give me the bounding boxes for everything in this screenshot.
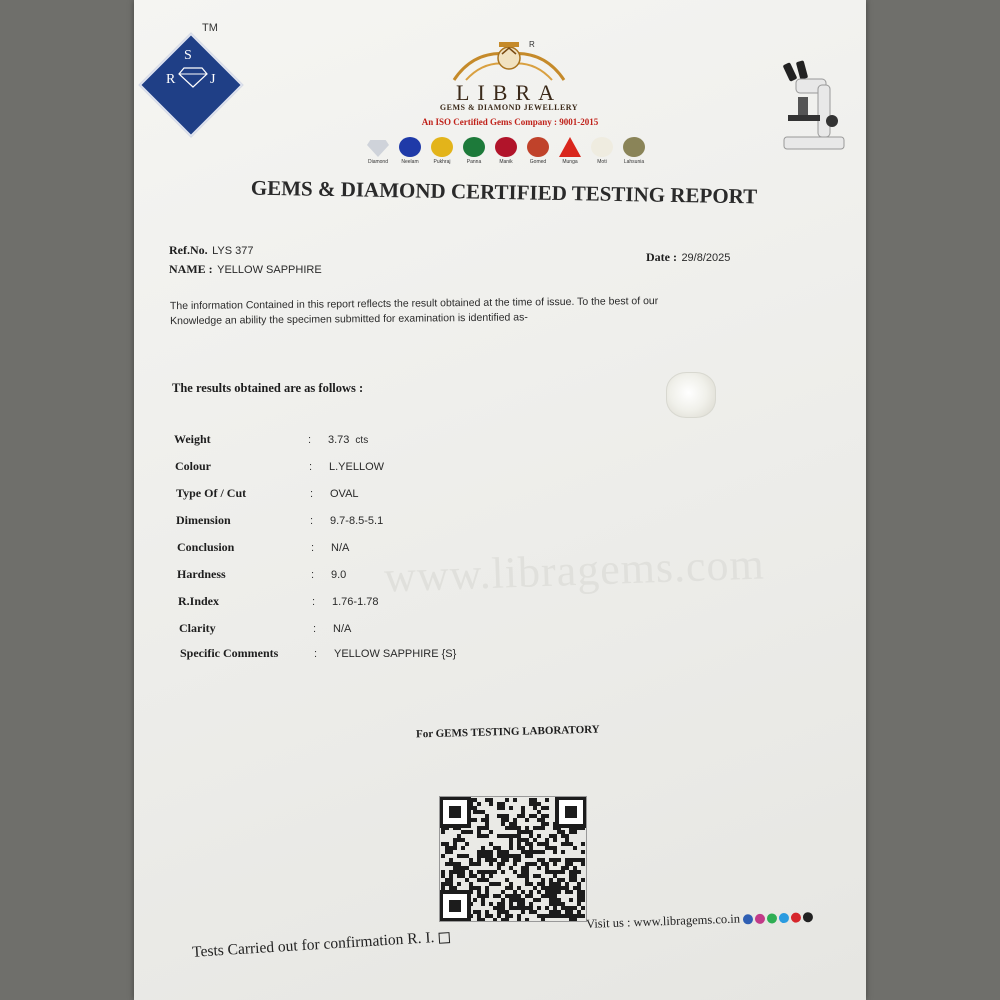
result-colon: : [310, 488, 314, 500]
ref-no-row [169, 241, 254, 259]
intro-line-2: Knowledge an ability the specimen submitted for examination is identified as- [170, 311, 528, 328]
gem-item [526, 137, 550, 165]
srj-letter-r: R [166, 72, 176, 87]
gem-label: Pukhraj [433, 159, 451, 165]
gem-label: Moti [597, 159, 607, 165]
gem-stone-icon [431, 137, 453, 157]
gem-stone-icon [399, 137, 421, 157]
result-row [178, 594, 378, 609]
gem-item [366, 137, 390, 165]
result-label: Specific Comments [180, 646, 279, 660]
result-colon: : [311, 542, 315, 554]
result-row [180, 646, 456, 661]
result-colon: : [310, 515, 314, 527]
gem-label: Neelam [401, 159, 419, 165]
date-row [646, 248, 730, 266]
intro-paragraph [170, 293, 770, 329]
registered-mark: R [529, 40, 535, 49]
libra-brand-name: LIBRA [456, 80, 562, 105]
result-colon: : [308, 434, 312, 446]
result-colon: : [312, 596, 316, 608]
result-unit: cts [355, 435, 369, 446]
result-value: 1.76-1.78 [332, 596, 379, 608]
result-value: YELLOW SAPPHIRE {S} [334, 648, 457, 660]
gem-item [590, 137, 614, 165]
gem-stone-icon [495, 137, 517, 157]
ref-no-value: LYS 377 [212, 245, 254, 257]
result-value: L.YELLOW [329, 461, 385, 473]
youtube-icon[interactable] [791, 912, 801, 922]
result-row [175, 459, 384, 474]
gem-label: Manik [499, 159, 513, 165]
watermark-text: www.libragems.com [383, 539, 766, 602]
result-value: 9.7-8.5-5.1 [330, 515, 384, 527]
name-value: YELLOW SAPPHIRE [217, 264, 322, 276]
gem-label: Diamond [367, 159, 388, 165]
result-label: Dimension [176, 513, 231, 527]
result-colon: : [309, 461, 313, 473]
result-colon: : [314, 648, 318, 660]
gem-label: Lahsunia [623, 159, 645, 165]
gem-stone-icon [527, 137, 549, 157]
result-value: N/A [333, 623, 352, 635]
diamond-icon [178, 66, 208, 88]
result-label: Type Of / Cut [176, 486, 247, 500]
result-row [179, 621, 351, 636]
for-lab-text: For GEMS TESTING LABORATORY [415, 723, 600, 741]
social-icons [743, 912, 813, 924]
gem-stone-icon [623, 137, 645, 157]
result-row [174, 432, 368, 447]
result-label: R.Index [178, 594, 220, 608]
intro-line-1: The information Contained in this report reflects the result obtained at the time of issue. To the best of our [169, 295, 659, 313]
iso-certification-text: An ISO Certified Gems Company : 9001-2015 [421, 117, 599, 127]
result-row [176, 486, 359, 501]
srj-letter-j: J [210, 72, 216, 87]
result-colon: : [313, 623, 317, 635]
gem-stone-icon [367, 137, 389, 157]
gem-item [494, 137, 518, 165]
visit-website-text: Visit us : www.libragems.co.in [585, 911, 741, 931]
gem-label: Gomed [529, 159, 547, 165]
result-row [177, 567, 346, 582]
gem-label: Panna [466, 159, 482, 165]
result-value: OVAL [330, 488, 359, 500]
confirmation-checkbox[interactable] [438, 932, 450, 944]
date-label: Date : [646, 250, 677, 264]
result-colon: : [311, 569, 315, 581]
result-label: Colour [175, 459, 211, 473]
gem-stone-icon [591, 137, 613, 157]
gem-item [398, 137, 422, 165]
trademark-mark: TM [202, 22, 218, 34]
ref-no-label: Ref.No. [169, 243, 208, 257]
gem-item [558, 137, 582, 165]
srj-letter-s: S [184, 48, 192, 63]
gem-label: Munga [562, 159, 578, 165]
instagram-icon[interactable] [755, 913, 765, 923]
report-title: GEMS & DIAMOND CERTIFIED TESTING REPORT [250, 175, 758, 209]
libra-subtitle: GEMS & DIAMOND JEWELLERY [439, 103, 579, 112]
result-value: 9.0 [331, 569, 347, 581]
microscope-icon [774, 55, 854, 155]
name-row [169, 260, 322, 278]
result-row [176, 513, 383, 528]
gem-stone-icon [463, 137, 485, 157]
gem-stone-icon [559, 137, 581, 157]
results-heading: The results obtained are as follows : [172, 381, 364, 395]
result-label: Weight [174, 432, 211, 446]
twitter-icon[interactable] [779, 912, 789, 922]
visit-row [586, 909, 813, 932]
gemstone-photo [666, 372, 716, 418]
facebook-icon[interactable] [743, 914, 753, 924]
result-label: Conclusion [177, 540, 235, 554]
result-value: N/A [331, 542, 350, 554]
certificate-paper [134, 0, 866, 1000]
tests-note-text: Tests Carried out for confirmation R. I. [191, 929, 435, 961]
result-value: 3.73 [328, 434, 350, 446]
gem-item [430, 137, 454, 165]
name-label: NAME : [169, 262, 213, 276]
tests-note [192, 928, 450, 962]
qr-code [439, 796, 587, 922]
date-value: 29/8/2025 [681, 252, 731, 264]
result-row [177, 540, 349, 555]
whatsapp-icon[interactable] [767, 913, 777, 923]
gem-icons-row [366, 137, 646, 165]
gem-item [622, 137, 646, 165]
gem-item [462, 137, 486, 165]
result-label: Hardness [177, 567, 226, 581]
threads-icon[interactable] [803, 912, 813, 922]
result-label: Clarity [179, 621, 216, 635]
